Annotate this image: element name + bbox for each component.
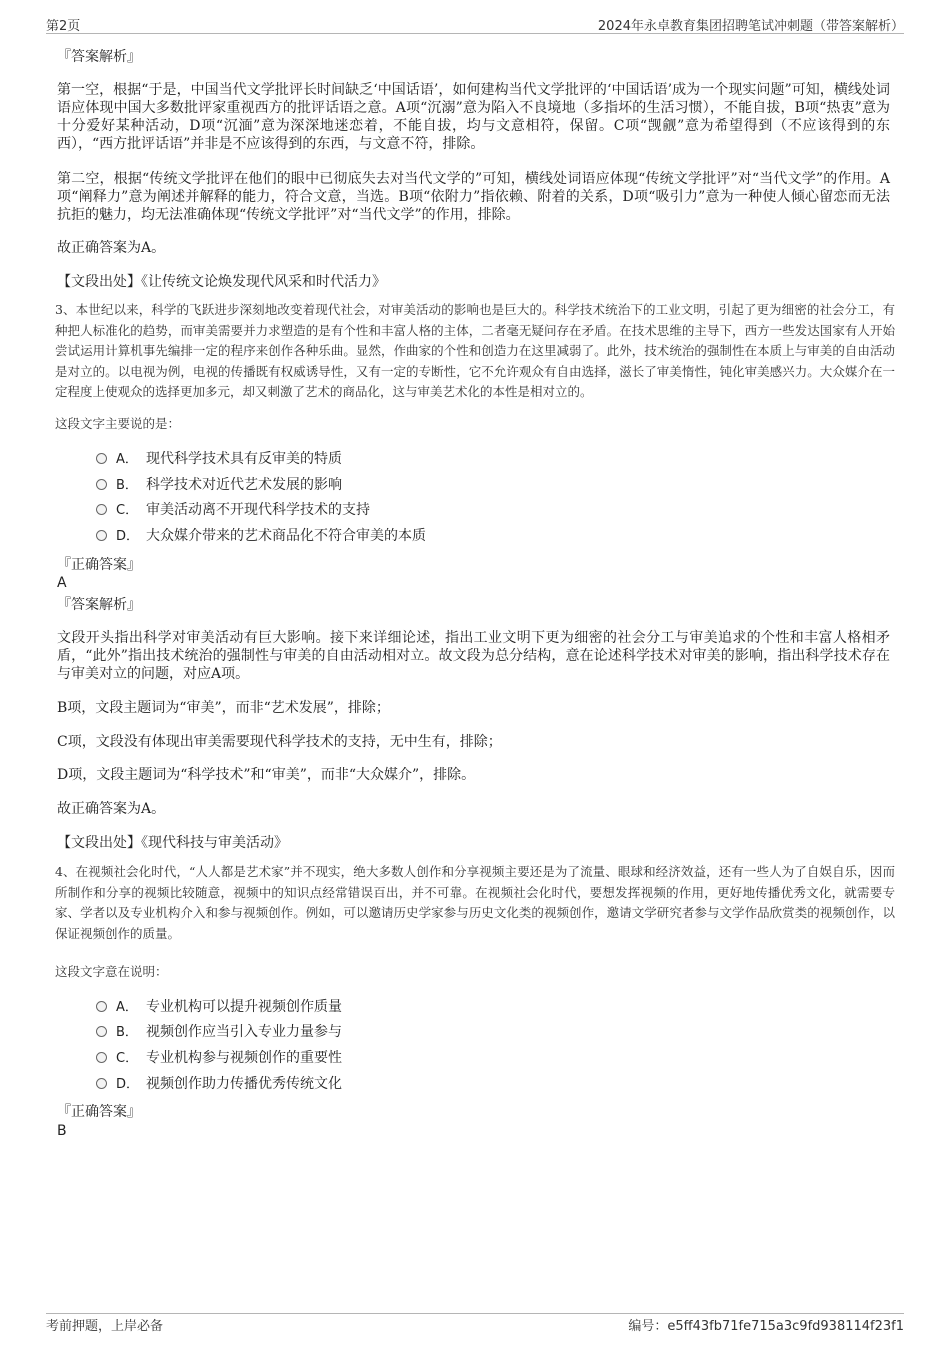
q3-analysis-p1: 文段开头指出科学对审美活动有巨大影响。接下来详细论述，指出工业文明下更为细密的社会分工与审美追求的个性和丰富人格相矛盾，“此外”指出技术统治的强制性与审美的自由活动相对立。故文段为总分结构，意在论述科学技术对审美的影响，指出科学技术存在与审美对立的问题，对应A项。 bbox=[57, 630, 890, 682]
radio-icon[interactable] bbox=[96, 504, 107, 515]
page-number: 第2页 bbox=[46, 19, 81, 34]
q4-prompt: 这段文字意在说明： bbox=[55, 964, 168, 979]
q4-option-c[interactable] bbox=[96, 1047, 342, 1069]
option-text: 专业机构可以提升视频创作质量 bbox=[146, 999, 342, 1015]
option-text: 审美活动离不开现代科学技术的支持 bbox=[146, 502, 370, 518]
radio-icon[interactable] bbox=[96, 1001, 107, 1012]
footer-note: 考前押题，上岸必备 bbox=[46, 1319, 164, 1334]
option-key: C． bbox=[116, 1051, 139, 1066]
radio-icon[interactable] bbox=[96, 530, 107, 541]
q3-analysis-p2: B项，文段主题词为“审美”，而非“艺术发展”，排除； bbox=[57, 700, 390, 716]
q4-question-text: 4、在视频社会化时代，“人人都是艺术家”并不现实，绝大多数人创作和分享视频主要还是为了流量、眼球和经济效益，还有一些人为了自娱自乐，因而所制作和分享的视频比较随意，视频中的知识点经常错误百出，并不可靠。在视频社会化时代，要想发挥视频的作用，更好地传播优秀文化，就需要专家、学者以及专业机构介入和参与视频创作。例如，可以邀请历史学家参与历史文化类的视频创作，邀请文学研究者参与文学作品欣赏类的视频创作，以保证视频创作的质量。 bbox=[55, 864, 895, 941]
radio-icon[interactable] bbox=[96, 1026, 107, 1037]
q3-analysis-label: 『答案解析』 bbox=[57, 597, 141, 613]
q4-option-a[interactable] bbox=[96, 996, 342, 1018]
option-key: C． bbox=[116, 503, 139, 518]
q3-analysis-p4: D项，文段主题词为“科学技术”和“审美”，而非“大众媒介”，排除。 bbox=[57, 767, 476, 783]
q3-source: 【文段出处】《现代科技与审美活动》 bbox=[57, 835, 288, 851]
q3-option-b[interactable] bbox=[96, 474, 342, 496]
document-code: 编号：e5ff43fb71fe715a3c9fd938114f23f1 bbox=[628, 1319, 904, 1334]
q2-conclusion: 故正确答案为A。 bbox=[57, 240, 166, 256]
q3-analysis-p3: C项，文段没有体现出审美需要现代科学技术的支持，无中生有，排除； bbox=[57, 734, 502, 750]
option-text: 大众媒介带来的艺术商品化不符合审美的本质 bbox=[146, 528, 426, 544]
q3-option-c[interactable] bbox=[96, 499, 370, 521]
q4-answer-label: 『正确答案』 bbox=[57, 1104, 141, 1120]
radio-icon[interactable] bbox=[96, 479, 107, 490]
radio-icon[interactable] bbox=[96, 453, 107, 464]
q3-answer-label: 『正确答案』 bbox=[57, 557, 141, 573]
option-key: D． bbox=[116, 529, 140, 544]
q4-option-b[interactable] bbox=[96, 1021, 342, 1043]
option-text: 专业机构参与视频创作的重要性 bbox=[146, 1050, 342, 1066]
q3-conclusion: 故正确答案为A。 bbox=[57, 801, 166, 817]
page-header bbox=[46, 13, 904, 34]
option-key: B． bbox=[116, 478, 138, 493]
radio-icon[interactable] bbox=[96, 1052, 107, 1063]
q2-source: 【文段出处】《让传统文论焕发现代风采和时代活力》 bbox=[57, 274, 386, 290]
q3-option-a[interactable] bbox=[96, 448, 342, 470]
q3-prompt: 这段文字主要说的是： bbox=[55, 416, 181, 431]
option-key: A． bbox=[116, 452, 138, 467]
q4-option-d[interactable] bbox=[96, 1073, 342, 1095]
q3-question-text: 3、本世纪以来，科学的飞跃进步深刻地改变着现代社会，对审美活动的影响也是巨大的。科学技术统治下的工业文明，引起了更为细密的社会分工，有种把人标准化的趋势，而审美需要并力求塑造的是有个性和丰富人格的主体，二者毫无疑问存在矛盾。在技术思维的主导下，西方一些发达国家有人开始尝试运用计算机事先编排一定的程序来创作各种乐曲。显然，作曲家的个性和创造力在这里减弱了。此外，技术统治的强制性在本质上与审美的自由活动是对立的。以电视为例，电视的传播既有权威诱导性，又有一定的专断性，它不允许观众有自由选择，滋长了审美惰性，钝化审美感兴力。大众媒介在一定程度上使观众的选择更加多元，却又刺激了艺术的商品化，这与审美艺术化的本性是相对立的。 bbox=[55, 302, 895, 400]
option-text: 视频创作应当引入专业力量参与 bbox=[146, 1024, 342, 1040]
option-text: 科学技术对近代艺术发展的影响 bbox=[146, 477, 342, 493]
q3-answer: A bbox=[57, 575, 67, 591]
q2-analysis-label: 『答案解析』 bbox=[57, 49, 141, 65]
radio-icon[interactable] bbox=[96, 1078, 107, 1089]
q4-answer: B bbox=[57, 1123, 67, 1139]
option-text: 现代科学技术具有反审美的特质 bbox=[146, 451, 342, 467]
q3-option-d[interactable] bbox=[96, 525, 426, 547]
option-text: 视频创作助力传播优秀传统文化 bbox=[146, 1076, 342, 1092]
q2-analysis-p1: 第一空，根据“于是，中国当代文学批评长时间缺乏‘中国话语’，如何建构当代文学批评的‘中国话语’成为一个现实问题”可知，横线处词语应体现中国大多数批评家重视西方的批评话语之意。A项“沉溺”意为陷入不良境地（多指坏的生活习惯），不能自拔，B项“热衷”意为十分爱好某种活动，D项“沉湎”意为深深地迷恋着，不能自拔，均与文意相符，保留。C项“觊觎”意为希望得到（不应该得到的东西），“西方批评话语”并非是不应该得到的东西，与文意不符，排除。 bbox=[57, 82, 890, 152]
document-title: 2024年永卓教育集团招聘笔试冲刺题（带答案解析） bbox=[597, 19, 904, 34]
q2-analysis-p2: 第二空，根据“传统文学批评在他们的眼中已彻底失去对当代文学的”可知，横线处词语应体现“传统文学批评”对“当代文学”的作用。A项“阐释力”意为阐述并解释的能力，符合文意，当选。B项“依附力”指依赖、附着的关系，D项“吸引力”意为一种使人倾心留恋而无法抗拒的魅力，均无法准确体现“传统文学批评”对“当代文学”的作用，排除。 bbox=[57, 171, 890, 223]
page-footer bbox=[46, 1313, 904, 1338]
option-key: B． bbox=[116, 1025, 138, 1040]
option-key: A． bbox=[116, 1000, 138, 1015]
option-key: D． bbox=[116, 1077, 140, 1092]
